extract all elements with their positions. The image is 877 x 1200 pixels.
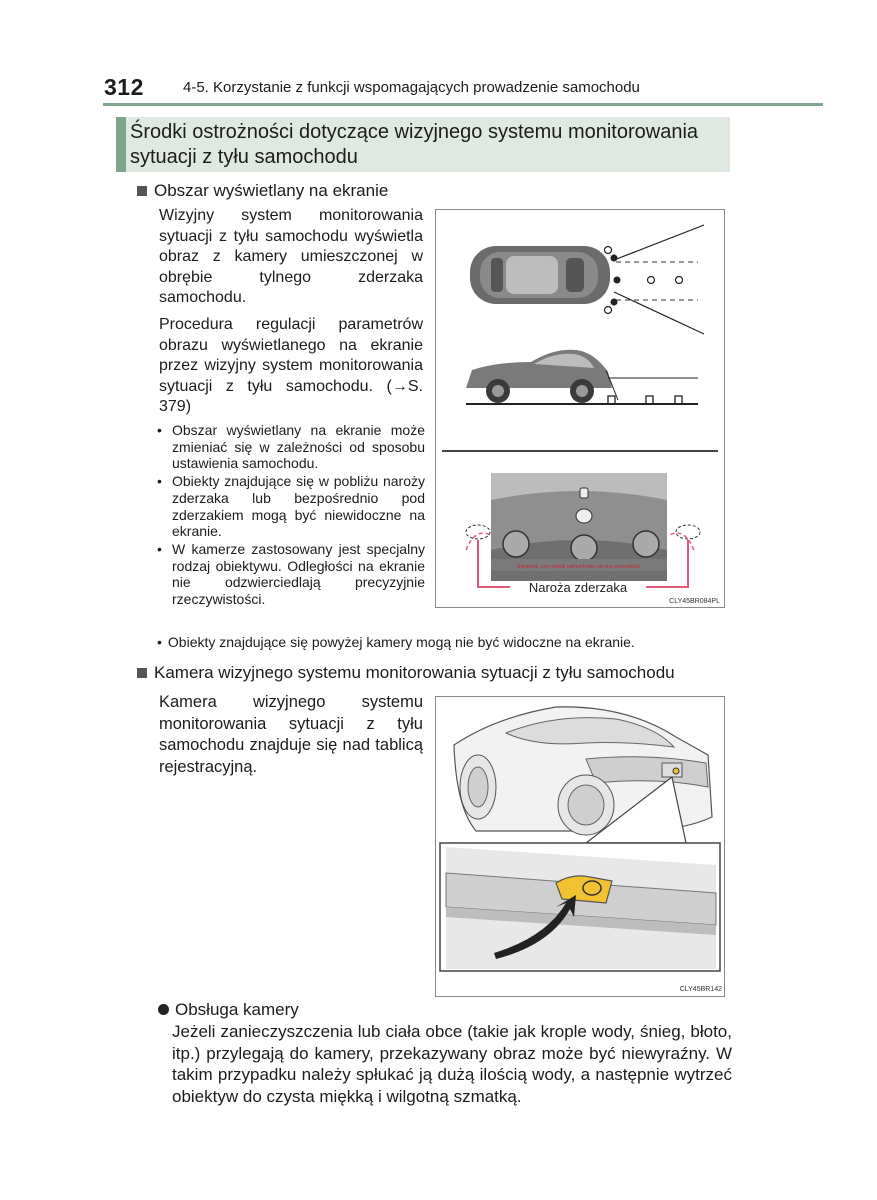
list-item-wide: • Obiekty znajdujące się powyżej kamery mogą nie być widoczne na ekranie.	[157, 634, 635, 651]
camera-heading-text: Kamera wizyjnego systemu monitorowania sytuacji z tyłu samochodu	[154, 663, 675, 682]
figure-code: CLY45BR084PL	[669, 598, 720, 605]
display-area-paragraph-2: Procedura regulacji parametrów obrazu wyświetlanego na ekranie przez wizyjny system monitorowania sytuacji z tyłu samochodu. (→S. 379)	[159, 316, 423, 415]
square-bullet-icon	[137, 186, 147, 196]
square-bullet-icon	[137, 668, 147, 678]
page-number: 312	[104, 74, 144, 100]
display-area-paragraph-1: Wizyjny system monitorowania sytuacji z tyłu samochodu wyświetla obraz z kamery umieszczonej w obrębie tylnego zderzaka samochodu.	[159, 207, 423, 306]
bumper-corners-label: Naroża zderzaka	[528, 580, 628, 595]
camera-heading	[137, 663, 675, 683]
note-text: Jeżeli zanieczyszczenia lub ciała obce (takie jak krople wody, śnieg, błoto, itp.) przylegają do kamery, przekazywany obraz może być niewyraźny. W takim przypadku należy spłukać ją dużą ilością wody, a następnie wytrzeć obiektyw do czysta miękką i wilgotną szmatką.	[172, 1022, 732, 1106]
circle-bullet-icon	[158, 1004, 169, 1015]
display-area-figure	[435, 209, 725, 608]
display-area-heading	[137, 181, 388, 201]
camera-figure	[435, 696, 725, 997]
section-title: Środki ostrożności dotyczące wizyjnego systemu monitorowania sytuacji z tyłu samochodu	[130, 121, 699, 168]
list-item: • W kamerze zastosowany jest specjalny rodzaj obiektywu. Odległości na ekranie nie odzwierciedlają precyzyjnie rzeczywistości.	[157, 541, 425, 608]
section-title-box	[116, 117, 730, 172]
figure-code: CLY45BR142	[679, 986, 722, 993]
display-area-bullet-list	[157, 422, 425, 609]
camera-illustration	[436, 697, 724, 996]
header-rule	[103, 103, 823, 106]
camera-paragraph: Kamera wizyjnego systemu monitorowania sytuacji z tyłu samochodu znajduje się nad tablicą rejestracyjną.	[159, 693, 423, 776]
display-area-illustration	[436, 210, 724, 607]
note-heading	[158, 1000, 299, 1020]
display-area-heading-text: Obszar wyświetlany na ekranie	[154, 181, 389, 200]
list-item: • Obszar wyświetlany na ekranie może zmieniać się w zależności od sposobu ustawienia samochodu.	[157, 422, 425, 472]
camera-closeup	[446, 847, 716, 969]
chapter-title: 4-5. Korzystanie z funkcji wspomagających prowadzenie samochodu	[183, 79, 640, 96]
screen-warning-text: Sprawdź, czy wokół samochodu nie ma przeszkód.	[516, 564, 642, 570]
car-top-view	[470, 246, 610, 304]
note-heading-text: Obsługa kamery	[175, 1000, 299, 1019]
list-item: • Obiekty znajdujące się w pobliżu naroży zderzaka lub bezpośrednio pod zderzakiem mogą być niewidoczne na ekranie.	[157, 473, 425, 540]
car-side-view	[466, 350, 612, 403]
